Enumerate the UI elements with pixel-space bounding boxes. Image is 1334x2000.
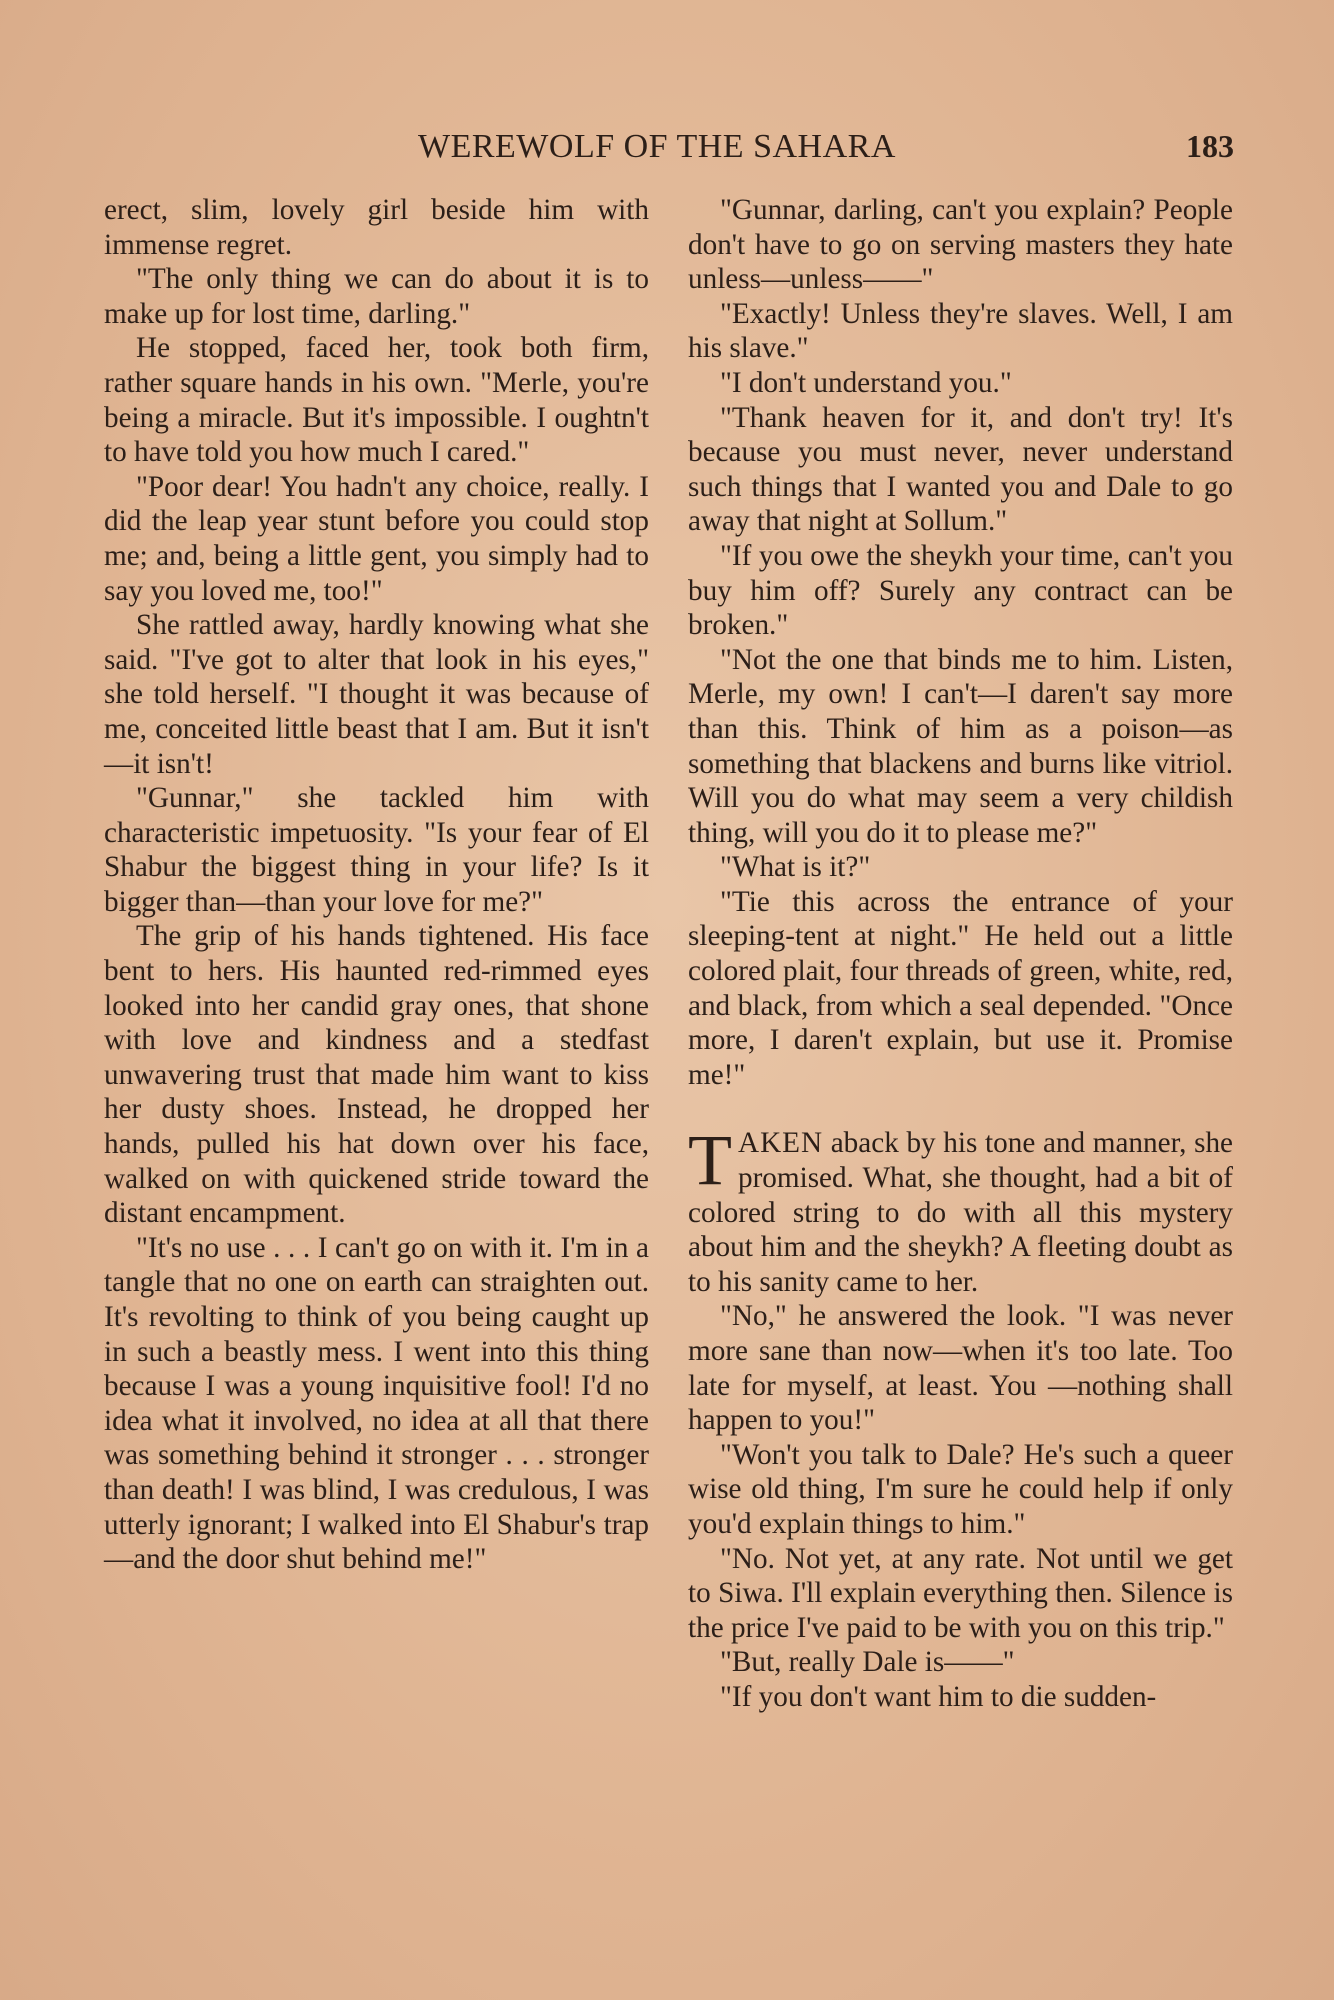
paragraph: The grip of his hands tightened. His face bent to hers. His haunted red-rimmed eyes looked into her candid gray ones, that shone with love and kindness and a stedfast unwavering trust that made him want to kiss her dusty shoes. Instead, he dropped her hands, pulled his hat down over his face, walked on with quickened stride toward the distant encampment. — [104, 920, 649, 1230]
paragraph: "Gunnar," she tackled him with characteristic impetuosity. "Is your fear of El Shabur the biggest thing in your life? Is it bigger than—than your love for me?" — [104, 782, 649, 918]
paragraph: "Tie this across the entrance of your sleeping-tent at night." He held out a little colored plait, four threads of green, white, red, and black, from which a seal depended. "Once more, I daren't explain, but use it. Promise me!" — [688, 885, 1233, 1091]
paragraph-text: aback by his tone and manner, she promised. What, she thought, had a bit of colored string to do with all this mystery about him and the sheykh? A fleeting doubt as to his sanity came to her. — [688, 1127, 1233, 1298]
running-title: WEREWOLF OF THE SAHARA — [418, 128, 896, 165]
paragraph: "No. Not yet, at any rate. Not until we get to Siwa. I'll explain everything then. Silence is the price I've paid to be with you on this trip." — [688, 1542, 1233, 1644]
paragraph: "If you don't want him to die sudden- — [720, 1680, 1157, 1713]
paragraph: "Poor dear! You hadn't any choice, really. I did the leap year stunt before you could stop me; and, being a little gent, you simply had to say you loved me, too!" — [104, 470, 649, 607]
paragraph: "No," he answered the look. "I was never more sane than now—when it's too late. Too late for myself, at least. You —nothing shall happen to you!" — [688, 1300, 1233, 1437]
drop-cap: T — [688, 1120, 732, 1201]
right-column — [688, 193, 1233, 1715]
left-column — [104, 193, 649, 1577]
paragraph: "Thank heaven for it, and don't try! It's because you must never, never understand such things that I wanted you and Dale to go away that night at Sollum." — [688, 401, 1233, 538]
paragraph: "Won't you talk to Dale? He's such a queer wise old thing, I'm sure he could help if only you'd explain things to him." — [688, 1438, 1233, 1540]
paragraph: "I don't understand you." — [720, 366, 1012, 399]
page-number: 183 — [1186, 128, 1234, 164]
paragraph: "Exactly! Unless they're slaves. Well, I am his slave." — [688, 297, 1233, 365]
paragraph: "What is it?" — [720, 851, 871, 884]
paragraph: "Gunnar, darling, can't you explain? People don't have to go on serving masters they hate unless—unless——" — [688, 194, 1233, 296]
smallcaps-lead: AKEN — [737, 1127, 824, 1160]
paragraph: She rattled away, hardly knowing what she said. "I've got to alter that look in his eyes," she told herself. "I thought it was because of me, conceited little beast that I am. But it isn't—it isn't! — [104, 609, 649, 780]
paragraph: He stopped, faced her, took both firm, rather square hands in his own. "Merle, you're being a miracle. But it's impossible. I oughtn't to have told you how much I cared." — [104, 332, 649, 469]
page-header — [0, 128, 1334, 168]
dropcap-paragraph — [688, 1120, 1233, 1299]
paragraph: "If you owe the sheykh your time, can't you buy him off? Surely any contract can be broken." — [688, 539, 1233, 642]
paragraph: "It's no use . . . I can't go on with it. I'm in a tangle that no one on earth can straighten out. It's revolting to think of you being caught up in such a beastly mess. I went into this thing because I was a young inquisitive fool! I'd no idea what it involved, no idea at all that there was something behind it stronger . . . stronger than death! I was blind, I was credulous, I was utterly ignorant; I walked into El Shabur's trap—and the door shut behind me!" — [104, 1231, 649, 1576]
paragraph: "But, really Dale is——" — [720, 1646, 1015, 1679]
paragraph: erect, slim, lovely girl beside him with immense regret. — [104, 194, 649, 261]
paragraph: "Not the one that binds me to him. Listen, Merle, my own! I can't—I daren't say more than this. Think of him as a poison—as something that blackens and burns like vitriol. Will you do what may seem a very childish thing, will you do it to please me?" — [688, 643, 1233, 849]
section-break — [688, 1092, 1233, 1126]
paragraph: "The only thing we can do about it is to make up for lost time, darling." — [104, 263, 649, 330]
